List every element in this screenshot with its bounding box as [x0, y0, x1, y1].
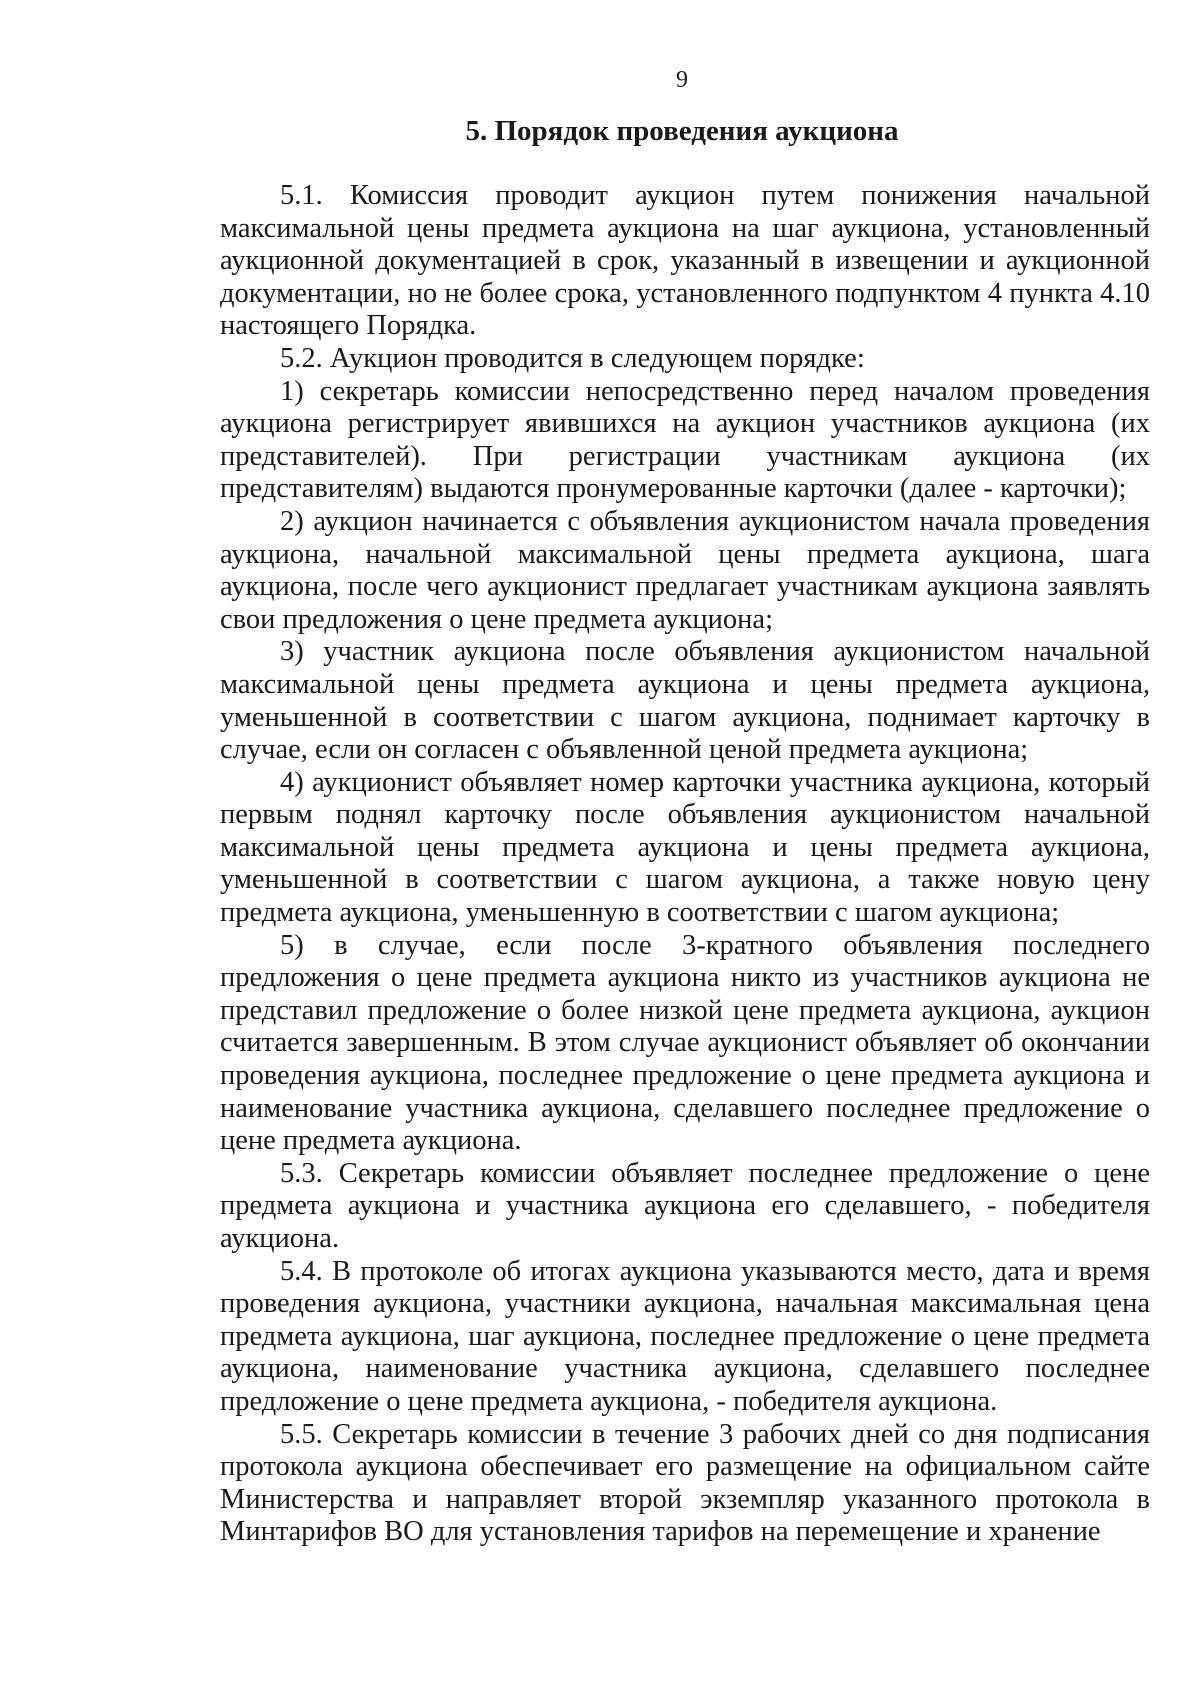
page-number: 9 — [676, 67, 688, 93]
list-item-4: 4) аукционист объявляет номер карточки участника аукциона, который первым поднял карточку после объявления аукционистом начальной максимальной цены предмета аукциона и цены предмета аукциона, уменьшенной в соответствии с шагом аукциона, а также новую цену предмета аукциона, уменьшенную в соответствии с шагом аукциона; — [220, 766, 1150, 929]
paragraph-5-2: 5.2. Аукцион проводится в следующем порядке: — [280, 342, 865, 374]
paragraph-5-3: 5.3. Секретарь комиссии объявляет последнее предложение о цене предмета аукциона и участника аукциона его сделавшего, - победителя аукциона. — [220, 1157, 1150, 1254]
paragraph-5-4: 5.4. В протоколе об итогах аукциона указываются место, дата и время проведения аукциона, участники аукциона, начальная максимальная цена предмета аукциона, шаг аукциона, последнее предложение о цене предмета аукциона, наименование участника аукциона, сделавшего последнее предложение о цене предмета аукциона, - победителя аукциона. — [220, 1255, 1150, 1417]
list-item-2: 2) аукцион начинается с объявления аукционистом начала проведения аукциона, начальной максимальной цены предмета аукциона, шага аукциона, после чего аукционист предлагает участникам аукциона заявлять свои предложения о цене предмета аукциона; — [220, 505, 1150, 635]
list-item-5: 5) в случае, если после 3-кратного объявления последнего предложения о цене предмета аукциона никто из участников аукциона не представил предложение о более низкой цене предмета аукциона, аукцион считается завершенным. В этом случае аукционист объявляет об окончании проведения аукциона, последнее предложение о цене предмета аукциона и наименование участника аукциона, сделавшего последнее предложение о цене предмета аукциона. — [220, 929, 1150, 1157]
section-title: 5. Порядок проведения аукциона — [465, 115, 899, 147]
paragraph-5-1: 5.1. Комиссия проводит аукцион путем понижения начальной максимальной цены предмета аукциона на шаг аукциона, установленный аукционной документацией в срок, указанный в извещении и аукционной документации, но не более срока, установленного подпунктом 4 пункта 4.10 настоящего Порядка. — [220, 180, 1150, 342]
list-item-3: 3) участник аукциона после объявления аукционистом начальной максимальной цены предмета аукциона и цены предмета аукциона, уменьшенной в соответствии с шагом аукциона, поднимает карточку в случае, если он согласен с объявленной ценой предмета аукциона; — [220, 636, 1150, 766]
paragraph-5-5: 5.5. Секретарь комиссии в течение 3 рабочих дней со дня подписания протокола аукциона обеспечивает его размещение на официальном сайте Министерства и направляет второй экземпляр указанного протокола в Минтарифов ВО для установления тарифов на перемещение и хранение — [220, 1418, 1150, 1548]
document-body — [220, 180, 1150, 1549]
list-item-1: 1) секретарь комиссии непосредственно перед началом проведения аукциона регистрирует явившихся на аукцион участников аукциона (их представителей). При регистрации участникам аукциона (их представителям) выдаются пронумерованные карточки (далее - карточки); — [220, 375, 1150, 505]
